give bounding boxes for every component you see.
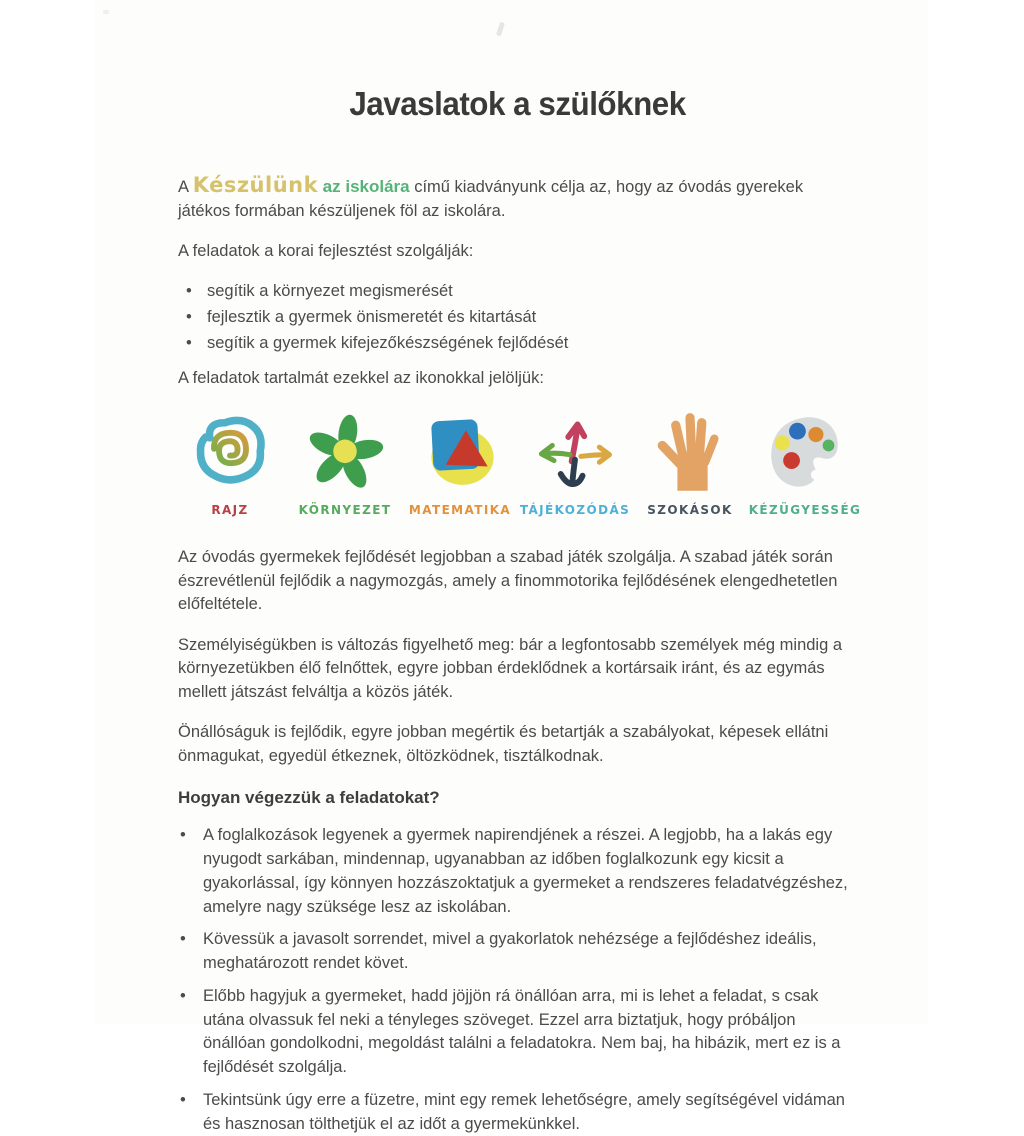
scan-smudge-artifact <box>496 22 505 37</box>
geometric-shapes-icon <box>418 411 502 495</box>
scanned-book-page <box>95 0 927 1133</box>
list-item-text: Kövessük a javasolt sorrendet, mivel a gyakorlatok nehézsége a fejlődéshez ideális, meghatározott rendet követ. <box>203 930 817 973</box>
how-section-heading: Hogyan végezzük a feladatokat? <box>178 787 440 807</box>
list-item-text: fejlesztik a gyermek önismeretét és kitartását <box>207 308 537 327</box>
intro-prefix: A <box>178 177 193 196</box>
tasks-lead-text: A feladatok a korai fejlesztést szolgálják: <box>178 242 474 261</box>
task-goal-list <box>178 280 857 355</box>
list-item <box>178 824 857 919</box>
bullet-marker: • <box>180 930 186 949</box>
list-item <box>178 280 857 304</box>
list-item-text: segítik a gyermek kifejezőkészségének fejlődését <box>207 333 569 352</box>
icon-label-matematika: MATEMATIKA <box>408 502 512 517</box>
category-icon-row <box>178 407 862 519</box>
bullet-marker: • <box>180 826 186 845</box>
series-title-script: Készülünk <box>192 172 319 197</box>
bullet-marker: • <box>180 1090 186 1109</box>
list-item <box>178 985 857 1080</box>
list-item-text: A foglalkozások legyenek a gyermek napirendjének a részei. A legjobb, ha a lakás egy nyugodt sarkában, mindennap, ugyanabban az időben foglalkozunk egy kicsit a gyakorlással, így könnyen hozzászoktatjuk a gyermeket a rendszeres feladatvégzéshez, amelyre nagy szüksége lesz az iskolában. <box>203 826 848 916</box>
icons-lead-text: A feladatok tartalmát ezekkel az ikonokkal jelöljük: <box>178 368 544 387</box>
bullet-marker: • <box>186 282 192 301</box>
list-item <box>178 306 857 330</box>
icon-label-szokasok: SZOKÁSOK <box>647 502 733 517</box>
icon-label-tajekozodas: TÁJÉKOZÓDÁS <box>519 502 631 517</box>
list-item <box>178 332 857 356</box>
four-arrows-icon <box>533 411 617 495</box>
bullet-marker: • <box>186 308 192 327</box>
bullet-marker: • <box>186 333 192 352</box>
icon-label-kezugyesseg: KÉZÜGYESSÉG <box>748 502 862 517</box>
paint-palette-icon <box>763 411 847 495</box>
category-kezugyesseg <box>748 411 862 519</box>
list-item-text: Előbb hagyjuk a gyermeket, hadd jöjjön rá önállóan arra, mi is lehet a feladat, s csak utána olvassuk fel neki a tényleges szöveget. Ezzel arra biztatjuk, hogy próbáljon önállóan gondolkodni, megoldást találni a feladatokra. Nem baj, ha hibázik, mert ez is a fejlődését szolgálja. <box>203 986 841 1077</box>
page-title: Javaslatok a szülőknek <box>349 85 686 122</box>
intro-rest: című kiadványunk célja az, hogy az óvodás gyerekek játékos formában készüljenek föl az iskolára. <box>178 177 804 220</box>
list-item <box>178 928 857 976</box>
list-item-text: Tekintsünk úgy erre a füzetre, mint egy remek lehetőségre, amely segítségével vidáman és hasznosan tölthetjük el az időt a gyermekünkkel. <box>203 1090 845 1133</box>
bullet-marker: • <box>180 986 186 1005</box>
category-kornyezet <box>293 411 397 519</box>
category-matematika <box>408 411 512 519</box>
series-title-bold: az iskolára <box>322 176 410 196</box>
icon-label-kornyezet: KÖRNYEZET <box>298 502 392 517</box>
intro-paragraph <box>178 170 857 224</box>
category-tajekozodas <box>519 411 631 519</box>
icon-label-rajz: RAJZ <box>211 502 249 517</box>
body-paragraph: Az óvodás gyermekek fejlődését legjobban a szabad játék szolgálja. A szabad játék során észrevétlenül fejlődik a nagymozgás, amely a finommotorika fejlődésének elengedhetetlen előfeltétele. <box>178 547 838 614</box>
list-item-text: segítik a környezet megismerését <box>207 282 453 301</box>
hand-icon <box>648 411 732 495</box>
scan-corner-artifact <box>103 10 109 14</box>
how-bullet-list <box>178 824 857 1136</box>
crayon-spiral-icon <box>188 411 272 495</box>
category-rajz <box>178 411 282 519</box>
list-item <box>178 1089 857 1136</box>
body-paragraph: Önállóságuk is fejlődik, egyre jobban megértik és betartják a szabályokat, képesek ellátni önmagukat, egyedül étkeznek, öltözködnek, tisztálkodnak. <box>178 723 829 766</box>
flower-icon <box>303 411 387 495</box>
body-paragraph: Személyiségükben is változás figyelhető meg: bár a legfontosabb személyek még mindig a környezetükben élő felnőttek, egyre jobban érdeklődnek a kortársaik iránt, és az egymás mellett játszást felváltja a közös játék. <box>178 635 843 702</box>
page-content <box>95 84 927 1136</box>
category-szokasok <box>638 411 742 519</box>
